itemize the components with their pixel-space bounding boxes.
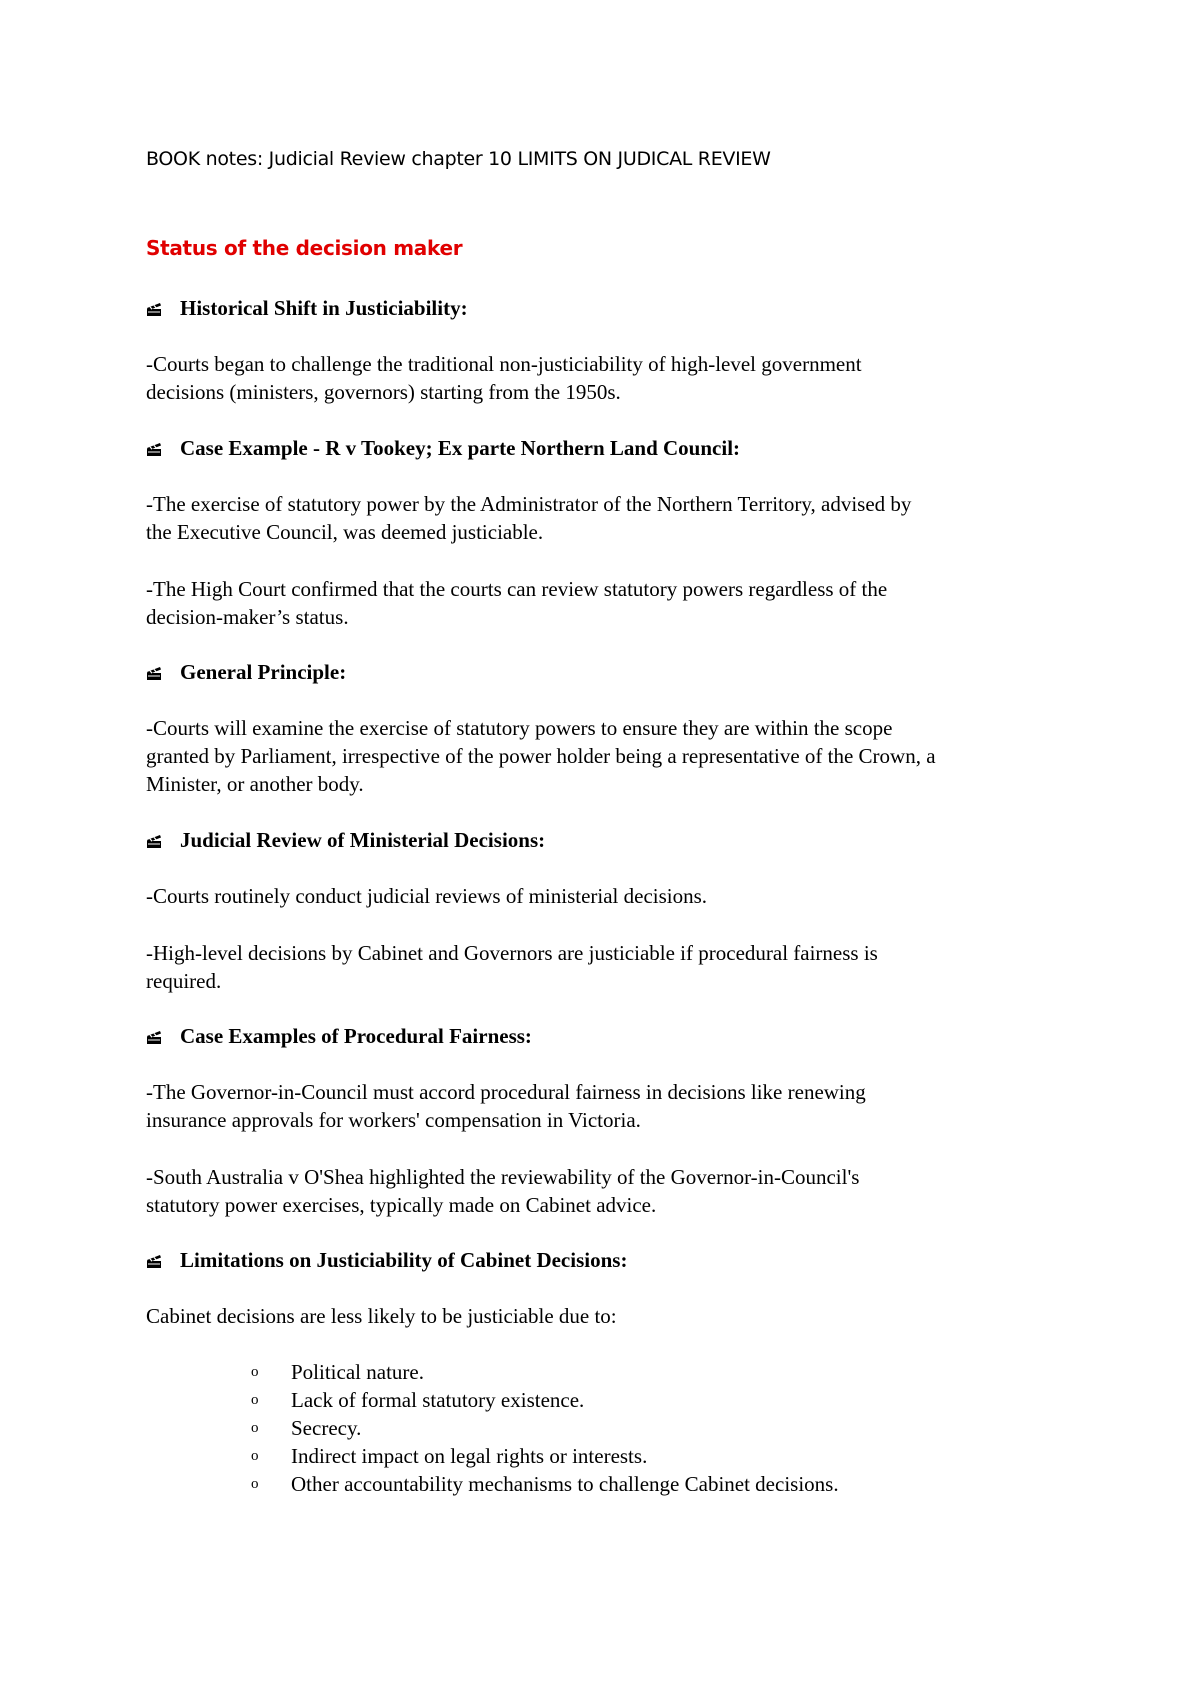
heading-case-example-tookey	[146, 436, 740, 461]
clapperboard-icon	[146, 441, 162, 457]
paragraph	[146, 490, 911, 546]
paragraph-line: insurance approvals for workers' compensation in Victoria.	[146, 1108, 641, 1132]
paragraph-line: -The Governor-in-Council must accord procedural fairness in decisions like renewing	[146, 1080, 866, 1104]
paragraph	[146, 939, 878, 995]
paragraph-line: Cabinet decisions are less likely to be justiciable due to:	[146, 1304, 617, 1328]
section-title: Status of the decision maker	[146, 236, 463, 260]
list-item-text: Political nature.	[291, 1360, 424, 1384]
paragraph-line: Minister, or another body.	[146, 772, 364, 796]
paragraph-line: -The exercise of statutory power by the Administrator of the Northern Territory, advised by	[146, 492, 912, 516]
paragraph-line: -High-level decisions by Cabinet and Governors are justiciable if procedural fairness is	[146, 941, 878, 965]
list-item-text: Lack of formal statutory existence.	[291, 1388, 585, 1412]
paragraph-line: required.	[146, 969, 222, 993]
document-title: BOOK notes: Judicial Review chapter 10 LIMITS ON JUDICAL REVIEW	[146, 148, 771, 170]
clapperboard-icon	[146, 301, 162, 317]
heading-historical-shift	[146, 296, 468, 321]
list-item-text: Indirect impact on legal rights or interests.	[291, 1444, 648, 1468]
heading-cabinet-limitations	[146, 1248, 627, 1273]
paragraph-line: -South Australia v O'Shea highlighted the reviewability of the Governor-in-Council's	[146, 1165, 860, 1189]
heading-general-principle	[146, 660, 346, 685]
paragraph	[146, 350, 862, 406]
clapperboard-icon	[146, 833, 162, 849]
clapperboard-icon	[146, 1029, 162, 1045]
heading-procedural-fairness	[146, 1024, 532, 1049]
heading-text: Historical Shift in Justiciability:	[180, 296, 468, 320]
paragraph	[146, 1163, 859, 1219]
paragraph-line: -Courts began to challenge the traditional non-justiciability of high-level government	[146, 352, 862, 376]
paragraph-line: decisions (ministers, governors) starting from the 1950s.	[146, 380, 621, 404]
paragraph-line: -Courts routinely conduct judicial reviews of ministerial decisions.	[146, 884, 708, 908]
list-marker: o	[251, 1392, 259, 1408]
heading-text: Judicial Review of Ministerial Decisions:	[180, 828, 546, 852]
paragraph	[146, 1078, 866, 1134]
list-marker: o	[251, 1364, 259, 1380]
paragraph	[146, 575, 887, 631]
heading-text: Case Example - R v Tookey; Ex parte Northern Land Council:	[180, 436, 741, 460]
paragraph-line: decision-maker’s status.	[146, 605, 349, 629]
heading-text: Limitations on Justiciability of Cabinet Decisions:	[180, 1248, 628, 1272]
paragraph-line: statutory power exercises, typically made on Cabinet advice.	[146, 1193, 657, 1217]
list-item-text: Secrecy.	[291, 1416, 362, 1440]
heading-text: General Principle:	[180, 660, 347, 684]
paragraph	[146, 714, 936, 798]
paragraph-line: granted by Parliament, irrespective of the power holder being a representative of the Crown, a	[146, 744, 936, 768]
list-marker: o	[251, 1420, 259, 1436]
heading-text: Case Examples of Procedural Fairness:	[180, 1024, 532, 1048]
heading-ministerial-decisions	[146, 828, 545, 853]
paragraph-line: -Courts will examine the exercise of statutory powers to ensure they are within the scope	[146, 716, 893, 740]
paragraph-line: the Executive Council, was deemed justiciable.	[146, 520, 544, 544]
clapperboard-icon	[146, 1253, 162, 1269]
list-item-text: Other accountability mechanisms to challenge Cabinet decisions.	[291, 1472, 839, 1496]
paragraph	[146, 1302, 617, 1330]
paragraph	[146, 882, 707, 910]
list-marker: o	[251, 1448, 259, 1464]
clapperboard-icon	[146, 665, 162, 681]
paragraph-line: -The High Court confirmed that the courts can review statutory powers regardless of the	[146, 577, 888, 601]
list-marker: o	[251, 1476, 259, 1492]
